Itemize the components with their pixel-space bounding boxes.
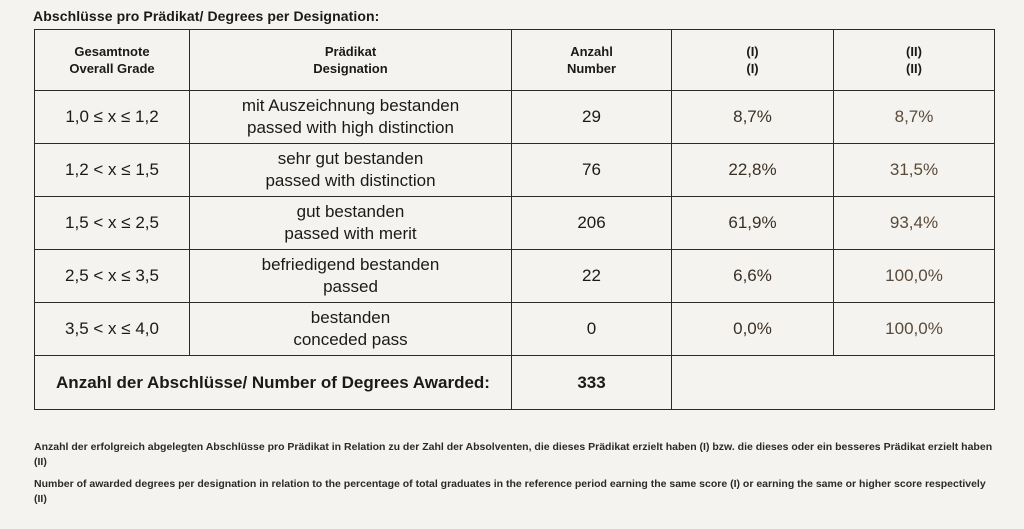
designation-cell: befriedigend bestanden passed xyxy=(190,250,512,303)
total-label: Anzahl der Abschlüsse/ Number of Degrees Awarded: xyxy=(35,356,512,410)
number-cell: 22 xyxy=(512,250,672,303)
percent-i-cell: 8,7% xyxy=(672,91,834,144)
percent-ii-cell: 100,0% xyxy=(834,250,995,303)
number-cell: 76 xyxy=(512,144,672,197)
percent-i-cell: 6,6% xyxy=(672,250,834,303)
total-row xyxy=(35,356,995,410)
number-cell: 0 xyxy=(512,303,672,356)
total-value: 333 xyxy=(512,356,672,410)
percent-ii-cell: 8,7% xyxy=(834,91,995,144)
degrees-table xyxy=(34,29,995,410)
designation-cell: sehr gut bestanden passed with distinction xyxy=(190,144,512,197)
header-designation: Prädikat Designation xyxy=(190,30,512,91)
header-number: Anzahl Number xyxy=(512,30,672,91)
percent-i-cell: 61,9% xyxy=(672,197,834,250)
grade-range-cell: 1,2 < x ≤ 1,5 xyxy=(35,144,190,197)
designation-cell: bestanden conceded pass xyxy=(190,303,512,356)
grade-range-cell: 3,5 < x ≤ 4,0 xyxy=(35,303,190,356)
percent-ii-cell: 93,4% xyxy=(834,197,995,250)
footnote-english: Number of awarded degrees per designation in relation to the percentage of total graduates in the reference period earning the same score (I) or earning the same or higher score respectively (II) xyxy=(34,478,986,505)
percent-ii-cell: 100,0% xyxy=(834,303,995,356)
footnote-german: Anzahl der erfolgreich abgelegten Abschlüsse pro Prädikat in Relation zu der Zahl der Absolventen, die dieses Prädikat erzielt haben (I) bzw. die dieses oder ein besseres Prädikat erzielt haben (II) xyxy=(34,441,993,468)
section-title: Abschlüsse pro Prädikat/ Degrees per Designation: xyxy=(33,8,380,24)
table-header-row xyxy=(35,30,995,91)
table-row xyxy=(35,144,995,197)
header-grade: Gesamtnote Overall Grade xyxy=(35,30,190,91)
grade-range-cell: 1,0 ≤ x ≤ 1,2 xyxy=(35,91,190,144)
table-row xyxy=(35,91,995,144)
table-row xyxy=(35,303,995,356)
percent-i-cell: 22,8% xyxy=(672,144,834,197)
grade-range-cell: 2,5 < x ≤ 3,5 xyxy=(35,250,190,303)
header-col-i: (I) (I) xyxy=(672,30,834,91)
table-row xyxy=(35,197,995,250)
number-cell: 29 xyxy=(512,91,672,144)
table-row xyxy=(35,250,995,303)
grade-range-cell: 1,5 < x ≤ 2,5 xyxy=(35,197,190,250)
designation-cell: gut bestanden passed with merit xyxy=(190,197,512,250)
designation-cell: mit Auszeichnung bestanden passed with high distinction xyxy=(190,91,512,144)
percent-ii-cell: 31,5% xyxy=(834,144,995,197)
total-empty-cell xyxy=(672,356,995,410)
header-col-ii: (II) (II) xyxy=(834,30,995,91)
number-cell: 206 xyxy=(512,197,672,250)
percent-i-cell: 0,0% xyxy=(672,303,834,356)
